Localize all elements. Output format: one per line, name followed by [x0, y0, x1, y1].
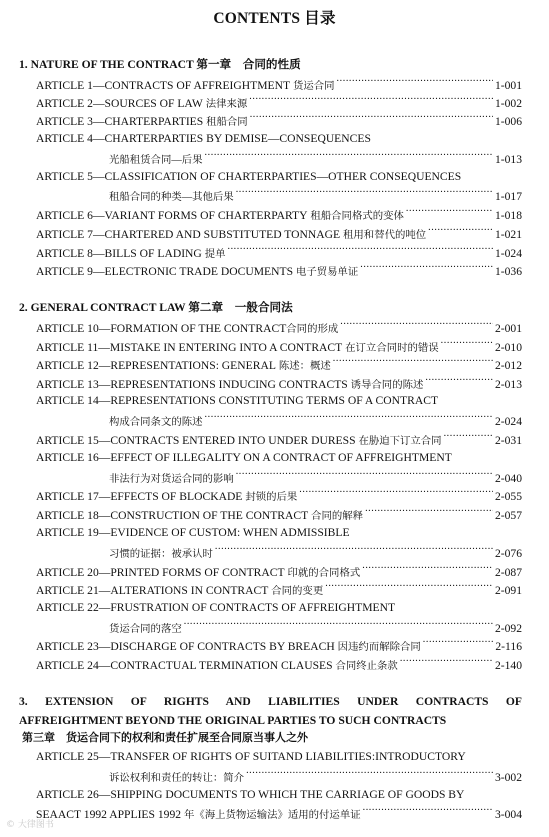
- entry-cn-title: 电子贸易单证: [295, 267, 359, 278]
- toc-entry[interactable]: [36, 261, 522, 279]
- entry-title: ARTICLE 7—CHARTERED AND SUBSTITUTED TONNAGE: [36, 228, 341, 241]
- entry-page: 2-031: [494, 434, 522, 447]
- entry-page: 2-055: [494, 490, 522, 503]
- entry-page: 2-001: [494, 322, 522, 335]
- toc-entry-title-line[interactable]: [36, 599, 522, 617]
- toc-entry[interactable]: [36, 318, 522, 336]
- entry-cn-title: 在胁迫下订立合同: [358, 436, 442, 447]
- toc-entry-continuation[interactable]: [109, 411, 522, 429]
- toc-entry[interactable]: [36, 111, 522, 129]
- entry-page: 1-002: [494, 97, 522, 110]
- entry-title: ARTICLE 2—SOURCES OF LAW: [36, 97, 203, 110]
- dot-leader: [425, 374, 493, 388]
- entry-title: ARTICLE 23—DISCHARGE OF CONTRACTS BY BREACH: [36, 640, 335, 653]
- entry-title: ARTICLE 8—BILLS OF LADING: [36, 247, 202, 260]
- dot-leader: [363, 804, 493, 818]
- entry-cn-title: 因违约而解除合同: [337, 642, 421, 653]
- entry-title: ARTICLE 21—ALTERATIONS IN CONTRACT: [36, 584, 269, 597]
- toc-entry[interactable]: [36, 374, 522, 392]
- dot-leader: [325, 580, 493, 594]
- entry-page: 2-140: [494, 659, 522, 672]
- entry-page: 1-017: [494, 190, 522, 203]
- dot-leader: [340, 318, 493, 332]
- dot-leader: [444, 430, 493, 444]
- entry-cn-title: 合同的形成: [286, 324, 339, 335]
- entry-title: ARTICLE 9—ELECTRONIC TRADE DOCUMENTS: [36, 265, 294, 278]
- dot-leader: [333, 355, 493, 369]
- entry-title: ARTICLE 26—SHIPPING DOCUMENTS TO WHICH THE CARRIAGE OF GOODS BY: [36, 788, 465, 801]
- toc-entry[interactable]: [36, 224, 522, 242]
- toc-entry-title-line[interactable]: [36, 786, 522, 804]
- toc-entry-title-line[interactable]: [36, 130, 522, 148]
- toc-entry-continuation[interactable]: [109, 543, 522, 561]
- toc-entry[interactable]: [36, 486, 522, 504]
- entry-title: ARTICLE 15—CONTRACTS ENTERED INTO UNDER DURESS: [36, 434, 356, 447]
- dot-leader: [299, 486, 493, 500]
- entry-title: ARTICLE 4—CHARTERPARTIES BY DEMISE—CONSEQUENCES: [36, 132, 371, 145]
- entry-cn-title: 租用和替代的吨位: [343, 230, 427, 241]
- entry-cn-title: 光船租赁合同—后果: [109, 155, 203, 166]
- toc-entry[interactable]: [36, 430, 522, 448]
- dot-leader: [236, 186, 493, 200]
- entry-title: ARTICLE 20—PRINTED FORMS OF CONTRACT: [36, 566, 285, 579]
- entry-cn-title: 诱导合同的陈述: [350, 380, 424, 391]
- entry-title: ARTICLE 17—EFFECTS OF BLOCKADE: [36, 490, 243, 503]
- entry-title: ARTICLE 3—CHARTERPARTIES: [36, 115, 204, 128]
- entry-cn-title: 租船合同的种类—其他后果: [109, 192, 234, 203]
- entry-cn-title: 合同的解释: [311, 511, 364, 522]
- toc-entry[interactable]: [36, 505, 522, 523]
- toc-entry[interactable]: [36, 562, 522, 580]
- entry-cn-title: 习惯的证据：被承认时: [109, 549, 213, 560]
- entry-cn-title: 货运合同的落空: [109, 624, 182, 635]
- section-heading-cn: 第三章 货运合同下的权利和责任扩展至合同原当事人之外: [22, 732, 308, 744]
- entry-page: 2-092: [494, 622, 522, 635]
- entry-cn-title: 在订立合同时的错误: [345, 343, 439, 354]
- toc-entry-continuation[interactable]: [36, 804, 522, 822]
- dot-leader: [246, 767, 493, 781]
- dot-leader: [337, 75, 493, 89]
- entry-cn-title: 租船合同格式的变体: [310, 211, 404, 222]
- entry-cn-title: 租船合同: [206, 117, 248, 128]
- entry-title: ARTICLE 16—EFFECT OF ILLEGALITY ON A CONTRACT OF AFFREIGHTMENT: [36, 451, 452, 464]
- entry-page: 2-024: [494, 415, 522, 428]
- entry-cn-title: 年《海上货物运输法》适用的付运单证: [183, 810, 361, 821]
- toc-entry[interactable]: [36, 580, 522, 598]
- entry-page: 1-006: [494, 115, 522, 128]
- dot-leader: [227, 243, 492, 257]
- entry-page: 2-116: [495, 640, 522, 653]
- entry-title: ARTICLE 22—FRUSTRATION OF CONTRACTS OF AFFREIGHTMENT: [36, 601, 396, 614]
- entry-title: ARTICLE 6—VARIANT FORMS OF CHARTERPARTY: [36, 209, 308, 222]
- watermark: © 大律图书: [6, 820, 54, 830]
- toc-entry[interactable]: [36, 75, 522, 93]
- entry-cn-title: 印就的合同格式: [287, 568, 361, 579]
- entry-page: 2-087: [494, 566, 522, 579]
- section-heading-line-1: 3. EXTENSION OF RIGHTS AND LIABILITIES UNDER CONTRACTS OF: [19, 695, 522, 708]
- dot-leader: [441, 337, 493, 351]
- dot-leader: [250, 111, 493, 125]
- toc-entry[interactable]: [36, 205, 522, 223]
- toc-entry-continuation[interactable]: [109, 186, 522, 204]
- toc-entry-title-line[interactable]: [36, 168, 522, 186]
- toc-entry[interactable]: [36, 655, 522, 673]
- entry-page: 2-040: [494, 472, 522, 485]
- section-heading: 1. NATURE OF THE CONTRACT 第一章 合同的性质: [19, 58, 301, 71]
- toc-entry-continuation[interactable]: [109, 767, 522, 785]
- entry-cn-title: 法律来源: [205, 99, 248, 110]
- dot-leader: [360, 261, 493, 275]
- dot-leader: [205, 149, 493, 163]
- entry-cn-title: 非法行为对货运合同的影响: [109, 474, 234, 485]
- entry-title: ARTICLE 19—EVIDENCE OF CUSTOM: WHEN ADMISSIBLE: [36, 526, 350, 539]
- entry-page: 2-012: [494, 359, 522, 372]
- entry-cn-title: 货运合同: [292, 81, 335, 92]
- entry-page: 2-076: [494, 547, 522, 560]
- entry-page: 1-024: [494, 247, 522, 260]
- page-title: CONTENTS 目录: [213, 10, 336, 27]
- toc-entry[interactable]: [36, 243, 522, 261]
- entry-title: ARTICLE 18—CONSTRUCTION OF THE CONTRACT: [36, 509, 309, 522]
- entry-title: ARTICLE 10—FORMATION OF THE CONTRACT: [36, 322, 287, 335]
- toc-entry[interactable]: [36, 636, 522, 654]
- entry-page: 2-013: [494, 378, 522, 391]
- toc-entry[interactable]: [36, 355, 522, 373]
- entry-title: ARTICLE 24—CONTRACTUAL TERMINATION CLAUSES: [36, 659, 333, 672]
- toc-entry-continuation[interactable]: [109, 149, 522, 167]
- entry-title: ARTICLE 14—REPRESENTATIONS CONSTITUTING TERMS OF A CONTRACT: [36, 394, 439, 407]
- entry-page: 1-001: [494, 79, 522, 92]
- entry-title: ARTICLE 5—CLASSIFICATION OF CHARTERPARTIES—OTHER CONSEQUENCES: [36, 170, 462, 183]
- toc-entry-title-line[interactable]: [36, 449, 522, 467]
- entry-cn-title: 陈述：概述: [278, 361, 331, 372]
- section-heading-line-2: AFFREIGHTMENT BEYOND THE ORIGINAL PARTIES TO SUCH CONTRACTS: [19, 714, 447, 727]
- dot-leader: [406, 205, 493, 219]
- toc-entry-title-line[interactable]: [36, 748, 522, 766]
- dot-leader: [184, 618, 493, 632]
- dot-leader: [423, 636, 494, 650]
- dot-leader: [362, 562, 493, 576]
- entry-page: 2-057: [494, 509, 522, 522]
- entry-title-continued: SEAACT 1992 APPLIES 1992: [36, 808, 182, 821]
- entry-page: 1-021: [494, 228, 522, 241]
- entry-title: ARTICLE 13—REPRESENTATIONS INDUCING CONTRACTS: [36, 378, 348, 391]
- entry-cn-title: 封锁的后果: [245, 492, 298, 503]
- entry-cn-title: 合同终止条款: [335, 661, 398, 672]
- entry-page: 2-091: [494, 584, 522, 597]
- toc-entry-title-line[interactable]: [36, 392, 522, 410]
- entry-title: ARTICLE 1—CONTRACTS OF AFFREIGHTMENT: [36, 79, 291, 92]
- toc-entry[interactable]: [36, 93, 522, 111]
- toc-entry[interactable]: [36, 337, 522, 355]
- dot-leader: [249, 93, 493, 107]
- entry-title: ARTICLE 11—MISTAKE IN ENTERING INTO A CONTRACT: [36, 341, 343, 354]
- entry-page: 1-018: [494, 209, 522, 222]
- toc-entry-continuation[interactable]: [109, 618, 522, 636]
- section-heading: 2. GENERAL CONTRACT LAW 第二章 一般合同法: [19, 301, 293, 314]
- entry-page: 1-013: [494, 153, 522, 166]
- entry-cn-title: 诉讼权利和责任的转让：简介: [109, 773, 245, 784]
- dot-leader: [205, 411, 493, 425]
- dot-leader: [365, 505, 493, 519]
- toc-entry-title-line[interactable]: [36, 524, 522, 542]
- entry-title: ARTICLE 12—REPRESENTATIONS: GENERAL: [36, 359, 276, 372]
- toc-entry-continuation[interactable]: [109, 468, 522, 486]
- entry-cn-title: 构成合同条文的陈述: [109, 417, 203, 428]
- entry-title: ARTICLE 25—TRANSFER OF RIGHTS OF SUITAND LIABILITIES:INTRODUCTORY: [36, 750, 466, 763]
- dot-leader: [400, 655, 493, 669]
- entry-page: 1-036: [494, 265, 522, 278]
- entry-cn-title: 合同的变更: [271, 586, 324, 597]
- entry-page: 3-004: [494, 808, 522, 821]
- dot-leader: [428, 224, 493, 238]
- dot-leader: [236, 468, 493, 482]
- entry-page: 3-002: [494, 771, 522, 784]
- dot-leader: [215, 543, 493, 557]
- entry-page: 2-010: [494, 341, 522, 354]
- entry-cn-title: 提单: [204, 249, 226, 260]
